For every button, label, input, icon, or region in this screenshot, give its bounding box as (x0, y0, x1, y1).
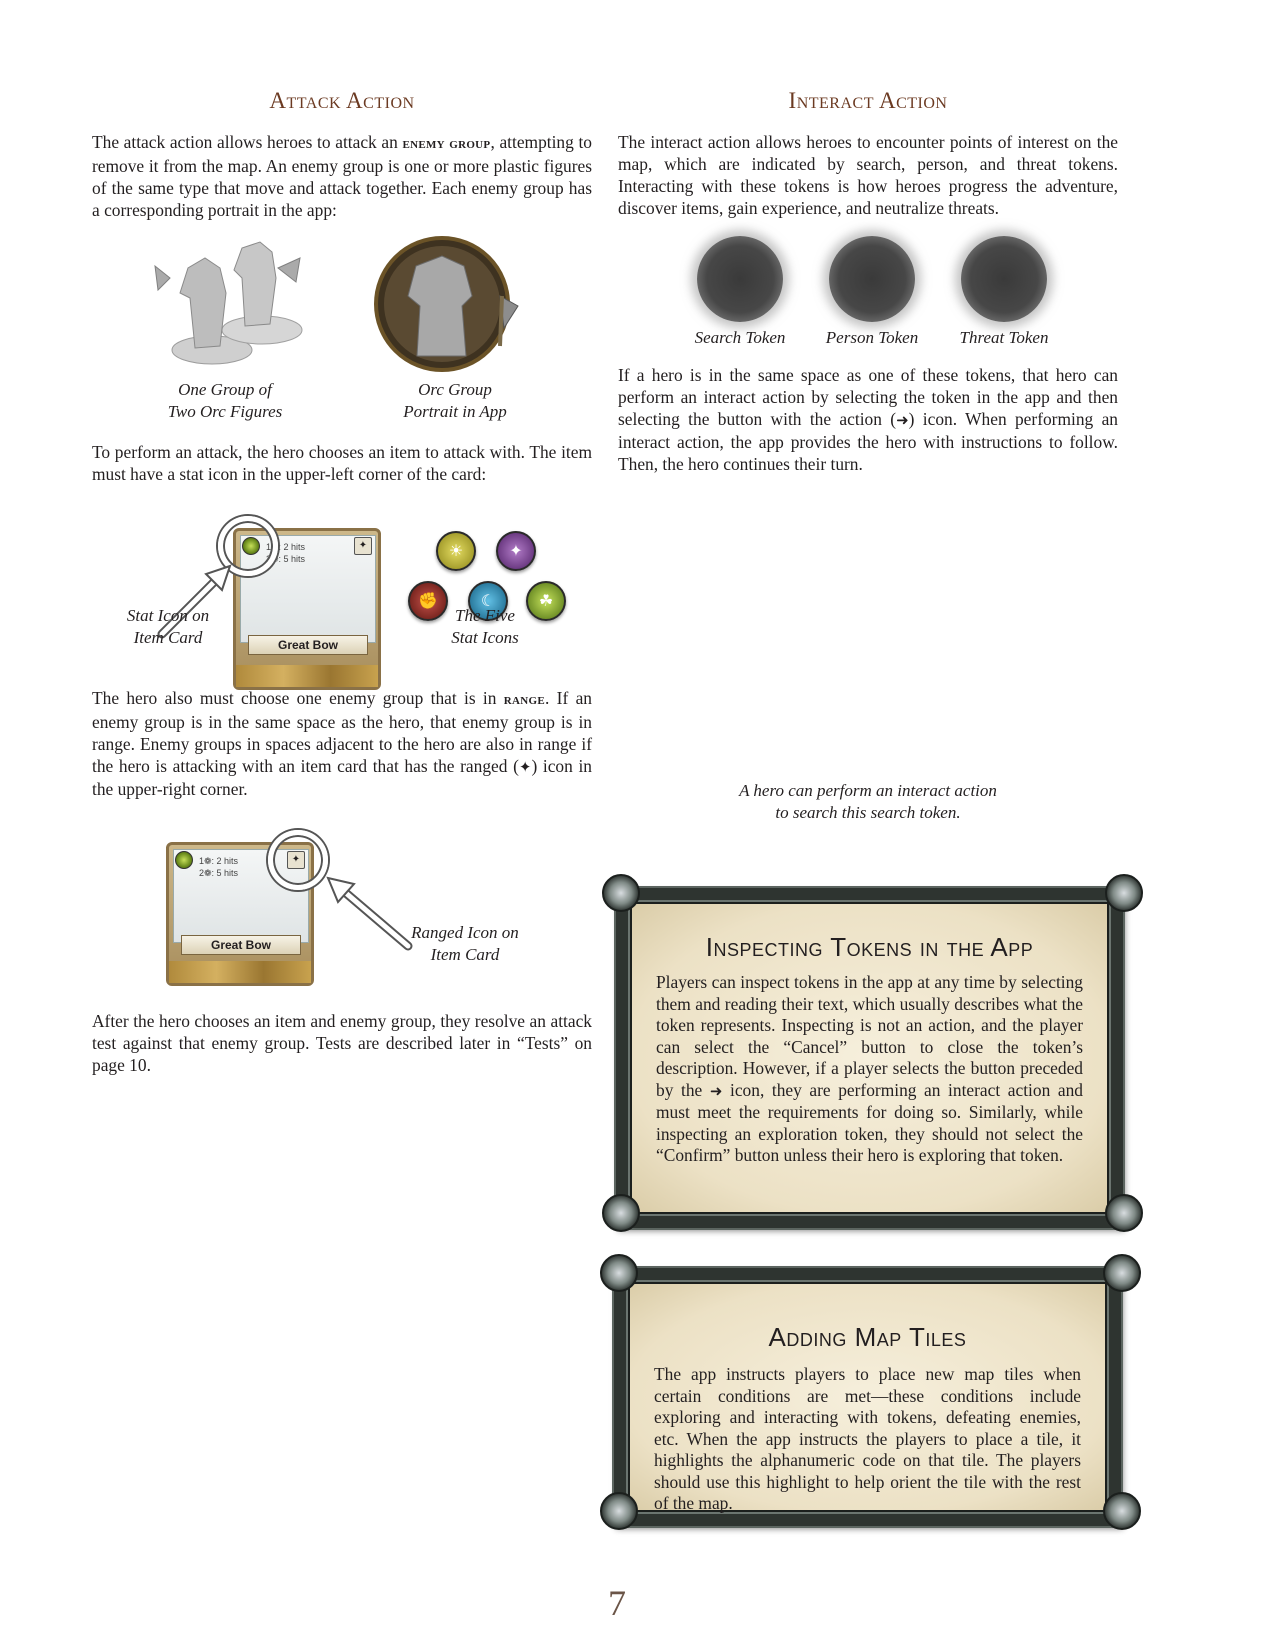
frame-corner-ornament (600, 1492, 638, 1530)
person-token-image (829, 236, 915, 322)
interact-paragraph-2: If a hero is in the same space as one of these tokens, that hero can perform an interact action by selecting the token in the app and then selecting the button with the action (➜) icon. When performing an interact action, the app provides the hero with instructions to follow. Then, the hero continues their turn. (618, 365, 1118, 474)
attack-paragraph-3: The hero also must choose one enemy group that is in range. If an enemy group is in the same space as the hero, that enemy group is in range. Enemy groups in spaces adjacent to the hero are also in range if the hero is attacking with an item card that has the ranged (✦) icon in the upper-right corner. (92, 688, 592, 799)
attack-paragraph-2: To perform an attack, the hero chooses an item to attack with. The item must have a stat icon in the upper-left corner of the card: (92, 442, 592, 484)
attack-paragraph-1: The attack action allows heroes to attack an enemy group, attempting to remove it from the map. An enemy group is one or more plastic figures of the same type that move and attack together. Each enemy group has a corresponding portrait in the app: (92, 132, 592, 220)
orc-figures-image (150, 238, 320, 380)
attack-action-heading: Attack Action (269, 88, 415, 113)
sidebar-title: Adding Map Tiles (768, 1322, 967, 1352)
card-name-plate: Great Bow (248, 635, 368, 655)
sidebar-inspecting-tokens (616, 888, 1123, 1228)
page-number: 7 (608, 1583, 626, 1623)
caption-ranged-icon: Ranged Icon on Item Card (411, 923, 519, 964)
frame-corner-ornament (1103, 1254, 1141, 1292)
frame-corner-ornament (1105, 874, 1143, 912)
stat-icon-blue: ☾ (468, 581, 508, 621)
card-name-plate: Great Bow (181, 935, 301, 955)
sidebar-title: Inspecting Tokens in the App (705, 932, 1034, 962)
card-stat-line: 1❁: 2 hits 2❁: 5 hits (266, 542, 306, 564)
frame-corner-ornament (602, 1194, 640, 1232)
stat-icon-red: ✊ (408, 581, 448, 621)
caption-stat-icon: Stat Icon on Item Card (126, 606, 210, 647)
sidebar-adding-map-tiles (614, 1268, 1121, 1526)
threat-token-image (961, 236, 1047, 322)
attack-paragraph-4: After the hero chooses an item and enemy group, they resolve an attack test against that enemy group. Tests are described later in “Tests” on page 10. (92, 1011, 592, 1075)
orc-portrait-image (372, 236, 522, 376)
card-stat-line: 1❁: 2 hits 2❁: 5 hits (199, 856, 239, 878)
stat-icon-purple: ✦ (496, 531, 536, 571)
frame-corner-ornament (600, 1254, 638, 1292)
search-token-image (697, 236, 783, 322)
caption-search-token: Search Token (694, 328, 786, 347)
caption-five-stat-icons: The Five Stat Icons (451, 606, 519, 647)
ranged-icon: ✦ (354, 537, 372, 555)
interact-action-heading: Interact Action (788, 88, 948, 113)
ranged-inline-icon: ✦ (518, 758, 532, 776)
frame-corner-ornament (602, 874, 640, 912)
caption-threat-token: Threat Token (959, 328, 1049, 347)
action-inline-icon: ➜ (709, 1081, 723, 1100)
frame-corner-ornament (1105, 1194, 1143, 1232)
caption-search-token-illustration: A hero can perform an interact action to search this search token. (739, 781, 997, 822)
caption-orc-portrait: Orc Group Portrait in App (403, 380, 507, 421)
frame-corner-ornament (1103, 1492, 1141, 1530)
sidebar-body: The app instructs players to place new map tiles when certain conditions are met—these conditions include exploring and interacting with tokens, defeating enemies, etc. When the app instructs the players to place a tile, it highlights the alphanumeric code on that tile. The players should use this highlight to help orient the tile with the rest of the map. (654, 1364, 1081, 1513)
term-enemy-group: enemy group (402, 136, 491, 152)
stat-icon-yellow: ☀ (436, 531, 476, 571)
caption-orc-figures: One Group of Two Orc Figures (167, 380, 283, 421)
ranged-icon: ✦ (287, 851, 305, 869)
stat-icon (175, 851, 193, 869)
stat-icon-green: ☘ (526, 581, 566, 621)
sidebar-body: Players can inspect tokens in the app at any time by selecting them and reading their text, which usually describes what the token represents. Inspecting is not an action, and the player can select the “Cancel” button to close the token’s description. However, if a player selects the button preceded by the ➜ icon, they are performing an interact action and must meet the requirements for doing so. Similarly, while inspecting an exploration token, they should not select the “Confirm” button unless their hero is exploring that token. (656, 972, 1083, 1165)
term-range: range (503, 692, 546, 708)
caption-person-token: Person Token (825, 328, 919, 347)
interact-paragraph-1: The interact action allows heroes to encounter points of interest on the map, which are indicated by search, person, and threat tokens. Interacting with these tokens is how heroes progress the adventure, discover items, gain experience, and neutralize threats. (618, 132, 1118, 218)
action-inline-icon: ➜ (896, 411, 909, 429)
